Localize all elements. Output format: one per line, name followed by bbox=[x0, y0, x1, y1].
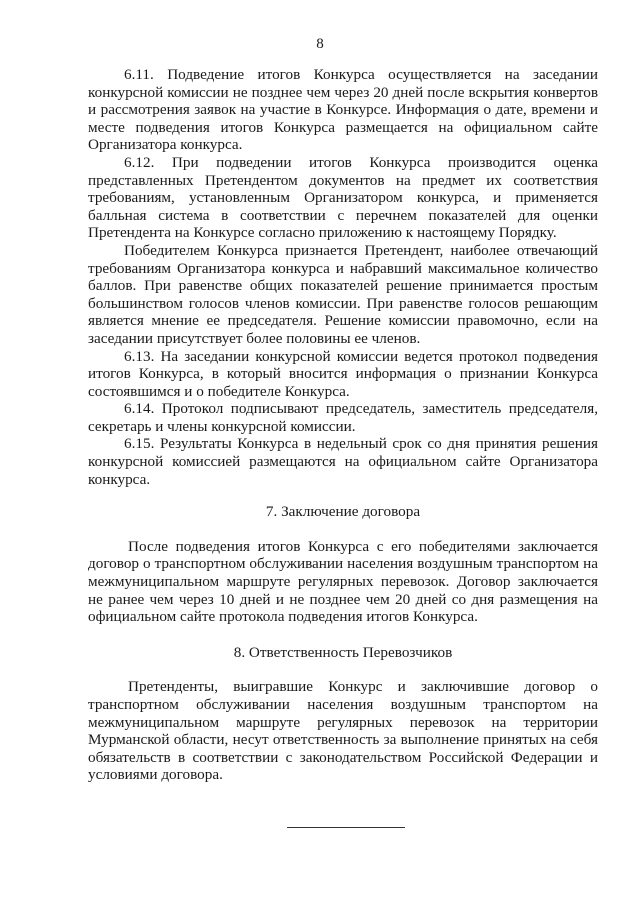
paragraph-7: После подведения итогов Конкурса с его победителями заключается договор о транспортном обслуживании населения воздушным транспортом на межмуниципальном маршруте регулярных перевозок. Договор заключается не ранее чем через 10 дней и не позднее чем 20 дней со дня размещения на официальном сайте протокола подведения итогов Конкурса. bbox=[88, 537, 598, 626]
paragraph-8: Претенденты, выигравшие Конкурс и заключившие договор о транспортном обслуживании населения воздушным транспортом на межмуниципальном маршруте регулярных перевозок на территории Мурманской области, несут ответственность за выполнение принятых на себя обязательств в соответствии с законодательством Российской Федерации и условиями договора. bbox=[88, 678, 598, 784]
paragraph-6-11: 6.11. Подведение итогов Конкурса осуществляется на заседании конкурсной комиссии не позднее чем через 20 дней после вскрытия конвертов и рассмотрения заявок на участие в Конкурсе. Информация о дате, времени и месте подведения итогов Конкурса размещается на официальном сайте Организатора конкурса. bbox=[88, 66, 598, 154]
page-number: 8 bbox=[316, 36, 324, 52]
section-heading-7: 7. Заключение договора bbox=[265, 503, 421, 521]
paragraph-6-12: 6.12. При подведении итогов Конкурса производится оценка представленных Претендентом документов на предмет их соответствия требованиям, установленным Организатором конкурса, и применяется балльная система в соответствии с перечнем показателей для оценки Претендента на Конкурсе согласно приложению к настоящему Порядку. bbox=[88, 153, 598, 242]
end-divider-line bbox=[287, 827, 405, 828]
paragraph-6-14: 6.14. Протокол подписывают председатель, заместитель председателя, секретарь и члены конкурсной комиссии. bbox=[88, 400, 598, 435]
paragraph-6-15: 6.15. Результаты Конкурса в недельный срок со дня принятия решения конкурсной комиссией размещаются на официальном сайте Организатора конкурса. bbox=[88, 435, 598, 488]
section-heading-8: 8. Ответственность Перевозчиков bbox=[233, 643, 453, 661]
paragraph-winner: Победителем Конкурса признается Претендент, наиболее отвечающий требованиям Организатора конкурса и набравший максимальное количество баллов. При равенстве общих показателей решение принимается простым большинством голосов членов комиссии. При равенстве голосов решающим является мнение ее председателя. Решение комиссии правомочно, если на заседании присутствует более половины ее членов. bbox=[88, 241, 598, 347]
paragraph-6-13: 6.13. На заседании конкурсной комиссии ведется протокол подведения итогов Конкурса, в который вносится информация о признании Конкурса состоявшимся и о победителе Конкурса. bbox=[88, 347, 598, 400]
document-body bbox=[88, 66, 598, 784]
